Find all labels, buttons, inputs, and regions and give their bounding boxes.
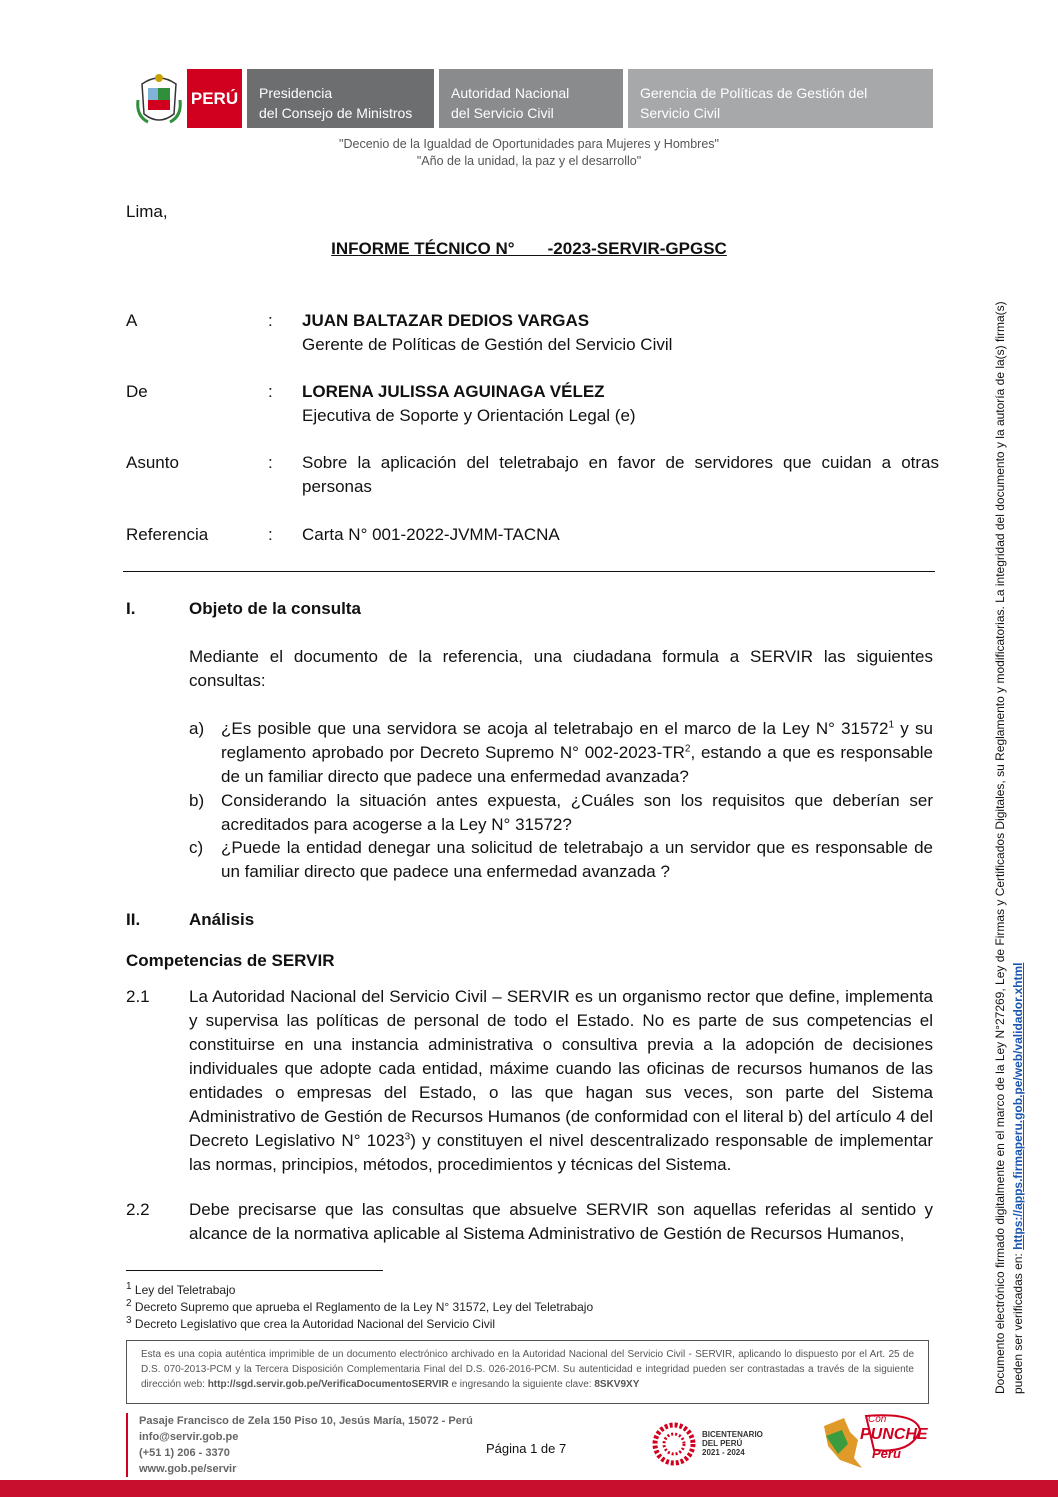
bicentenario-logo: [652, 1418, 772, 1470]
question-a-text-2: y su reglamento aprobado por Decreto Supremo N° 002-2023-TR: [221, 719, 933, 762]
paragraph-2-2: Debe precisarse que las consultas que absuelve SERVIR son aquellas referidas al sentido y alcance de la normativa aplicable al Sistema Administrativo de Gestión de Recursos Humanos,: [189, 1200, 933, 1243]
section-1-intro: Mediante el documento de la referencia, una ciudadana formula a SERVIR las siguientes consultas:: [189, 647, 933, 690]
header-box-pcm-line2: del Consejo de Ministros: [259, 105, 413, 121]
reference-label: Referencia: [126, 525, 209, 544]
punche-line3: Perú: [872, 1446, 901, 1461]
con-punche-peru-logo: [820, 1410, 928, 1472]
section-1-number: I.: [126, 599, 136, 618]
footnote-1: [126, 1283, 235, 1297]
footnote-separator: [126, 1270, 383, 1271]
bicentenario-line1: BICENTENARIO: [702, 1430, 763, 1439]
place: Lima,: [126, 202, 168, 221]
peru-coat-of-arms: [134, 70, 184, 128]
header-box-pcm-line1: Presidencia: [259, 85, 333, 101]
question-a: [221, 717, 933, 789]
footer-red-band: [0, 1480, 1058, 1497]
footer-contact: [139, 1413, 473, 1477]
to-role: Gerente de Políticas de Gestión del Servicio Civil: [302, 335, 673, 354]
to-label: A: [126, 311, 138, 330]
footer-email[interactable]: info@servir.gob.pe: [139, 1431, 239, 1443]
footer-address: Pasaje Francisco de Zela 150 Piso 10, Jesús María, 15072 - Perú: [139, 1415, 473, 1427]
notice-text: Esta es una copia auténtica imprimible de un documento electrónico archivado en la Autoridad Nacional del Servicio Civil - SERVIR, aplicando lo dispuesto por el Art. 25 de D.S. 070-2013-PCM y la Tercera Disposición Complementaria Final del D.S. 026-2016-PCM. Su autenticidad e integridad pueden ser contrastadas a través de la siguiente dirección web:: [141, 1349, 914, 1390]
peru-label: PERÚ: [190, 89, 239, 108]
colon: :: [268, 525, 273, 544]
header-box-gerencia: [628, 69, 933, 128]
question-c: ¿Puede la entidad denegar una solicitud de teletrabajo a un servidor que es responsable de un familiar directo que padece una enfermedad avanzada ?: [221, 838, 933, 881]
paragraph-2-1-text-2: ) y constituyen el nivel descentralizado responsable de implementar las normas, principios, métodos, procedimientos y técnicas del Sistema.: [189, 1131, 933, 1174]
punche-line2: PUNCHE: [860, 1426, 928, 1443]
subject-label: Asunto: [126, 453, 179, 472]
from-label: De: [126, 382, 148, 401]
footer-red-bar-left: [126, 1413, 128, 1477]
peru-label-box: [187, 69, 242, 128]
paragraph-2-2-number: 2.2: [126, 1200, 150, 1219]
paragraph-2-1-number: 2.1: [126, 987, 150, 1006]
question-c-label: c): [189, 838, 204, 857]
header-box-servir-line1: Autoridad Nacional: [451, 85, 570, 101]
question-b-label: b): [189, 791, 205, 810]
signature-note-line2: [1011, 963, 1025, 1394]
decade-quote: "Decenio de la Igualdad de Oportunidades para Mujeres y Hombres": [339, 137, 719, 151]
header-box-pcm: [247, 69, 434, 128]
colon: :: [268, 382, 273, 401]
header-box-servir-line2: del Servicio Civil: [451, 105, 554, 121]
divider: [123, 571, 935, 572]
colon: :: [268, 453, 273, 472]
colon: :: [268, 311, 273, 330]
section-1-title: Objeto de la consulta: [189, 599, 361, 618]
footnote-1-text: Ley del Teletrabajo: [134, 1283, 236, 1297]
footnote-ref-3: 3: [404, 1131, 411, 1143]
footnote-2-text: Decreto Supremo que aprueba el Reglamento de la Ley N° 31572, Ley del Teletrabajo: [134, 1300, 594, 1314]
section-2-title: Análisis: [189, 910, 255, 929]
footnote-3-number: 3: [126, 1315, 132, 1326]
bicentenario-line3: 2021 - 2024: [702, 1448, 745, 1457]
from-name: LORENA JULISSA AGUINAGA VÉLEZ: [302, 382, 605, 401]
footer-web[interactable]: www.gob.pe/servir: [139, 1463, 237, 1475]
verification-url[interactable]: http://sgd.servir.gob.pe/VerificaDocumentoSERVIR: [207, 1379, 449, 1390]
header-box-servir: [439, 69, 623, 128]
paragraph-2-1: [189, 985, 933, 1177]
footnote-1-number: 1: [126, 1281, 132, 1292]
header-box-gerencia-line2: Servicio Civil: [640, 105, 721, 121]
page-number: Página 1 de 7: [486, 1441, 567, 1456]
punche-line1: Con: [868, 1414, 887, 1425]
question-a-text: ¿Es posible que una servidora se acoja al teletrabajo en el marco de la Ley N° 31572: [221, 719, 889, 738]
document-title: INFORME TÉCNICO N° -2023-SERVIR-GPGSC: [331, 239, 727, 258]
verification-key: 8SKV9XY: [594, 1379, 640, 1390]
validator-link[interactable]: https://apps.firmaperu.gob.pe/web/validador.xhtml: [1011, 962, 1025, 1250]
footnote-3: [126, 1317, 495, 1331]
footnote-ref-2: 2: [684, 743, 691, 755]
footnote-2-number: 2: [126, 1298, 132, 1309]
reference-text: Carta N° 001-2022-JVMM-TACNA: [302, 525, 560, 544]
footnote-2: [126, 1300, 593, 1314]
question-b: Considerando la situación antes expuesta, ¿Cuáles son los requisitos que deberían ser acreditados para acogerse a la Ley N° 31572?: [221, 791, 933, 834]
notice-text-2: e ingresando la siguiente clave:: [448, 1379, 595, 1390]
paragraph-2-1-text: La Autoridad Nacional del Servicio Civil – SERVIR es un organismo rector que define, implementa y supervisa las políticas de personal de todo el Estado. No es parte de sus competencias el constituirse en una instancia administrativa o consultiva previa a la adopción de decisiones individuales que adopte cada entidad, máxime cuando las oficinas de recursos humanos de las entidades o empresas del Estado, o las que hagan sus veces, son parte del Sistema Administrativo de Gestión de Recursos Humanos (de conformidad con el literal b) del artículo 4 del Decreto Legislativo N° 1023: [189, 987, 933, 1150]
footnote-ref-1: 1: [888, 719, 895, 731]
footnote-3-text: Decreto Legislativo que crea la Autoridad Nacional del Servicio Civil: [134, 1317, 496, 1331]
question-a-text-3: , estando a que es responsable de un familiar directo que padece una enfermedad avanzada?: [221, 743, 933, 786]
header-box-gerencia-line1: Gerencia de Políticas de Gestión del: [640, 85, 868, 101]
signature-note-prefix: pueden ser verificadas en:: [1011, 1249, 1025, 1394]
section-2-number: II.: [126, 910, 141, 929]
from-role: Ejecutiva de Soporte y Orientación Legal (e): [302, 406, 636, 425]
footer-phone: (+51 1) 206 - 3370: [139, 1447, 230, 1459]
subject-text: Sobre la aplicación del teletrabajo en favor de servidores que cuidan a otras personas: [302, 453, 939, 496]
authenticity-notice: [126, 1340, 929, 1404]
signature-note-line1: Documento electrónico firmado digitalmente en el marco de la Ley N°27269, Ley de Firmas y Certificados Digitales, su Reglamento y modificatorias. La integridad del documento y la autoría de la(s) firma(s): [993, 301, 1007, 1394]
question-a-label: a): [189, 719, 205, 738]
bicentenario-line2: DEL PERÚ: [702, 1439, 743, 1448]
to-name: JUAN BALTAZAR DEDIOS VARGAS: [302, 311, 590, 330]
year-quote: "Año de la unidad, la paz y el desarrollo": [416, 154, 642, 168]
subsection-title: Competencias de SERVIR: [126, 951, 335, 970]
bicentenario-emblem-icon: [652, 1422, 696, 1466]
